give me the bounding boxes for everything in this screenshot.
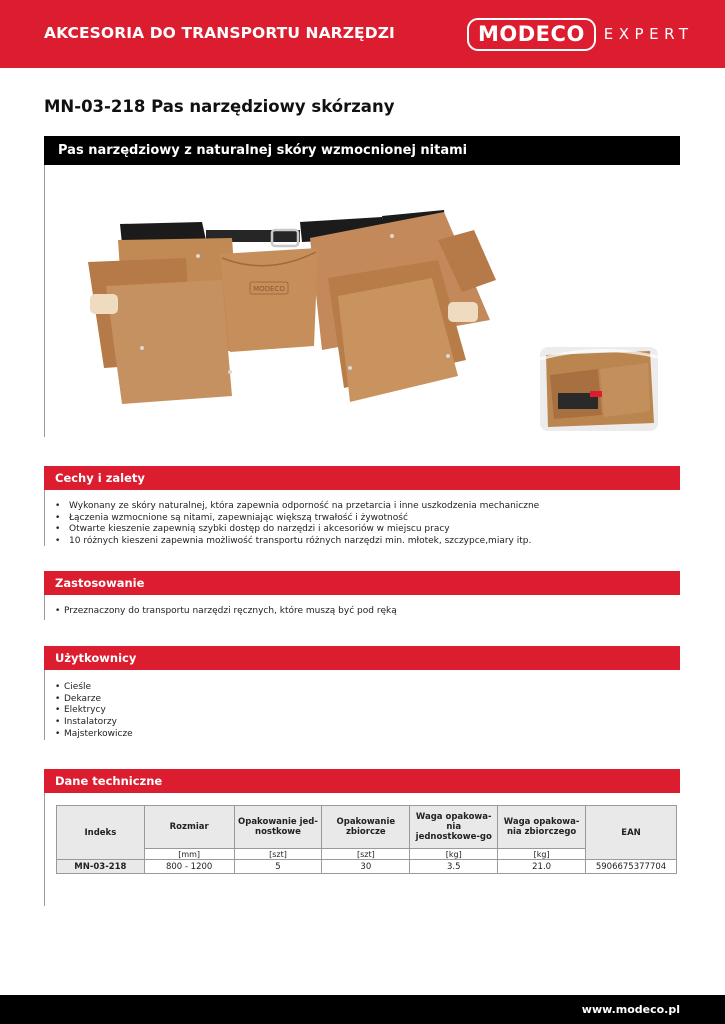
unit-cell: [kg] xyxy=(410,849,498,860)
col-header-unit-pack: Opakowanie jed-nostkowe xyxy=(234,806,322,849)
section-usage-title: Zastosowanie xyxy=(44,571,680,595)
logo-main: MODECO xyxy=(467,18,596,51)
section-features-title: Cechy i zalety xyxy=(44,466,680,490)
unit-cell: [kg] xyxy=(498,849,586,860)
table-row xyxy=(57,860,677,874)
usage-list xyxy=(55,606,397,618)
product-subtitle-bar: Pas narzędziowy z naturalnej skóry wzmocnionej nitami xyxy=(44,136,680,165)
col-header-size: Rozmiar xyxy=(144,806,234,849)
category-title: AKCESORIA DO TRANSPORTU NARZĘDZI xyxy=(44,24,395,42)
tool-belt-photo xyxy=(82,200,502,418)
list-item: • Łączenia wzmocnione są nitami, zapewniając większą trwałość i żywotność xyxy=(55,513,539,525)
divider-line xyxy=(44,670,45,740)
col-header-bulk-pack: Opakowanie zbiorcze xyxy=(322,806,410,849)
unit-cell: [szt] xyxy=(234,849,322,860)
cell-unit-pack: 5 xyxy=(234,860,322,874)
logo-sub: EXPERT xyxy=(603,25,694,43)
tech-data-table xyxy=(56,805,677,874)
users-list xyxy=(55,682,133,741)
header-bar xyxy=(0,0,725,68)
cell-size: 800 - 1200 xyxy=(144,860,234,874)
col-header-bulk-weight: Waga opakowa-nia zbiorczego xyxy=(498,806,586,849)
divider-line xyxy=(44,793,45,906)
list-item: • Otwarte kieszenie zapewnią szybki dostęp do narzędzi i akcesoriów w miejscu pracy xyxy=(55,524,539,536)
features-list xyxy=(55,501,539,548)
col-header-ean: EAN xyxy=(586,806,677,860)
list-item: • 10 różnych kieszeni zapewnia możliwość transportu różnych narzędzi min. młotek, szczypce,miary itp. xyxy=(55,536,539,548)
modeco-logo xyxy=(467,15,694,53)
product-title: MN-03-218 Pas narzędziowy skórzany xyxy=(44,97,395,116)
belt-stamp: MODECO xyxy=(253,285,285,293)
col-header-index: Indeks xyxy=(57,806,145,860)
list-item: • Wykonany ze skóry naturalnej, która zapewnia odporność na przetarcia i inne uszkodzenia mechaniczne xyxy=(55,501,539,513)
table-header-row xyxy=(57,806,677,849)
table-units-row xyxy=(57,849,677,860)
cell-bulk-pack: 30 xyxy=(322,860,410,874)
cell-bulk-weight: 21.0 xyxy=(498,860,586,874)
cell-index: MN-03-218 xyxy=(57,860,145,874)
list-item: • Cieśle xyxy=(55,682,133,694)
list-item: • Majsterkowicze xyxy=(55,729,133,741)
cell-ean: 5906675377704 xyxy=(586,860,677,874)
footer-bar xyxy=(0,995,725,1024)
unit-cell: [mm] xyxy=(144,849,234,860)
unit-cell: [szt] xyxy=(322,849,410,860)
divider-line xyxy=(44,489,45,546)
list-item: • Elektrycy xyxy=(55,705,133,717)
section-tech-title: Dane techniczne xyxy=(44,769,680,793)
section-users-title: Użytkownicy xyxy=(44,646,680,670)
list-item: • Przeznaczony do transportu narzędzi ręcznych, które muszą być pod ręką xyxy=(55,606,397,618)
packaging-photo xyxy=(538,345,660,433)
website-link[interactable]: www.modeco.pl xyxy=(581,1003,680,1016)
list-item: • Dekarze xyxy=(55,694,133,706)
col-header-unit-weight: Waga opakowa-nia jednostkowe-go xyxy=(410,806,498,849)
list-item: • Instalatorzy xyxy=(55,717,133,729)
cell-unit-weight: 3.5 xyxy=(410,860,498,874)
divider-line xyxy=(44,595,45,620)
divider-line xyxy=(44,165,45,437)
